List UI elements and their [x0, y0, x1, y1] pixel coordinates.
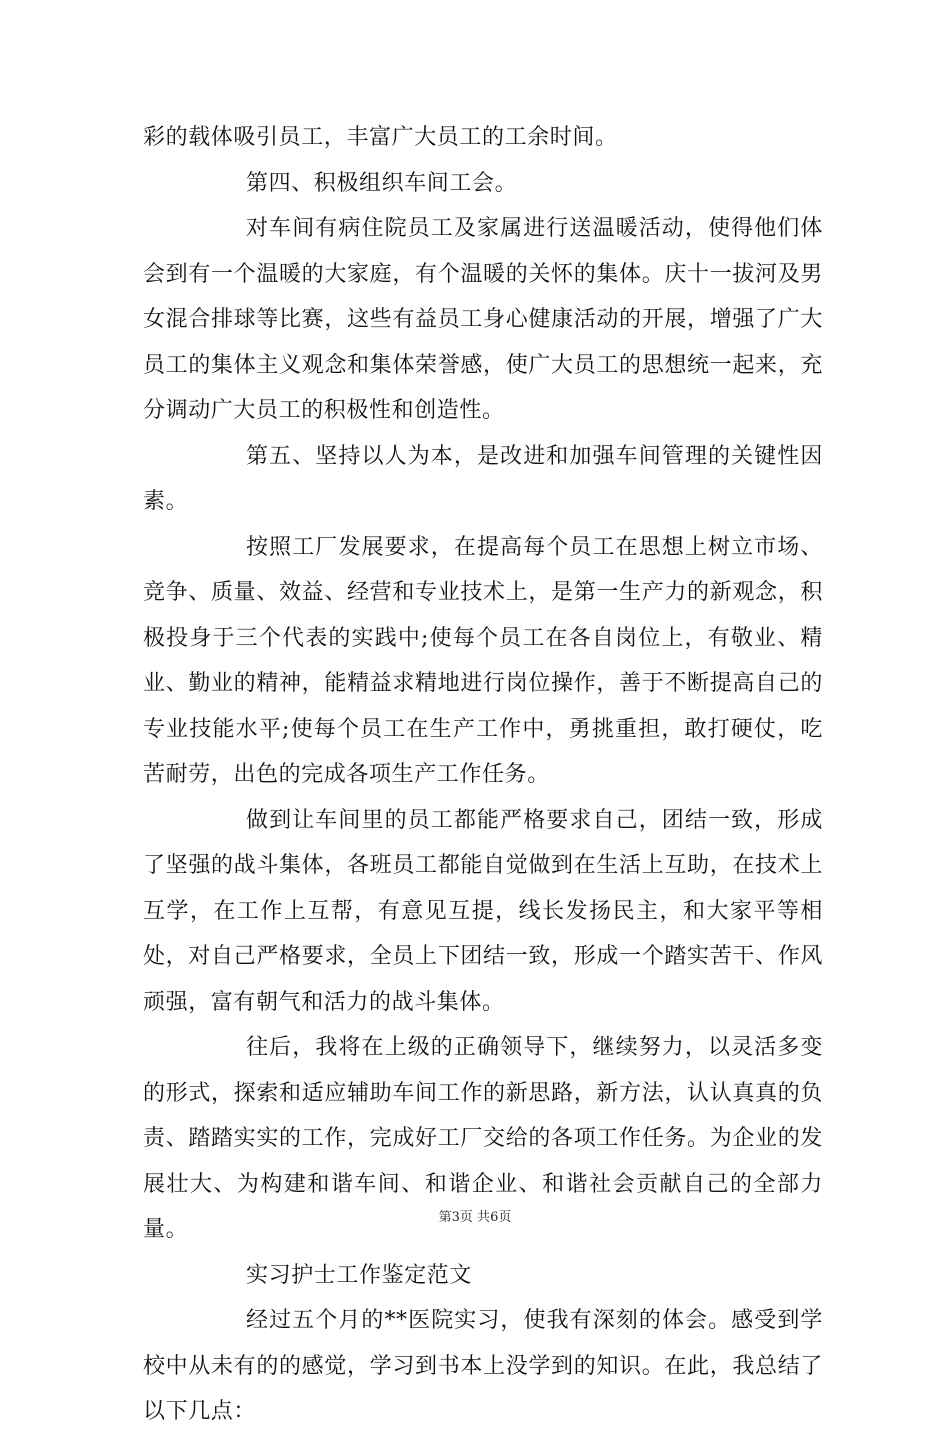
- footer-middle: 页 共: [459, 1210, 491, 1225]
- footer-prefix: 第: [438, 1210, 452, 1225]
- footer-current-page: 3: [451, 1210, 460, 1225]
- paragraph: 经过五个月的**医院实习，使我有深刻的体会。感受到学校中从未有的的感觉，学习到书本上没学到的知识。在此，我总结了以下几点：: [143, 1308, 823, 1424]
- section-heading: 第四、积极组织车间工会。: [246, 170, 518, 196]
- paragraph: 按照工厂发展要求，在提高每个员工在思想上树立市场、竞争、质量、效益、经营和专业技术上，是第一生产力的新观念，积极投身于三个代表的实践中;使每个员工在各自岗位上，有敬业、精业、勤业的精神，能精益求精地进行岗位操作，善于不断提高自己的专业技能水平;使每个员工在生产工作中，勇挑重担，敢打硬仗，吃苦耐劳，出色的完成各项生产工作任务。: [143, 534, 823, 787]
- article-title: 实习护士工作鉴定范文: [246, 1262, 473, 1288]
- paragraph: 往后，我将在上级的正确领导下，继续努力，以灵活多变的形式，探索和适应辅助车间工作的新思路，新方法，认认真真的负责、踏踏实实的工作，完成好工厂交给的各项工作任务。为企业的发展壮大、为构建和谐车间、和谐企业、和谐社会贡献自己的全部力量。: [143, 1035, 823, 1242]
- section-heading: 第五、坚持以人为本，是改进和加强车间管理的关键性因素。: [143, 443, 823, 514]
- paragraph: 对车间有病住院员工及家属进行送温暖活动，使得他们体会到有一个温暖的大家庭，有个温暖的关怀的集体。庆十一拔河及男女混合排球等比赛，这些有益员工身心健康活动的开展，增强了广大员工的集体主义观念和集体荣誉感，使广大员工的思想统一起来，充分调动广大员工的积极性和创造性。: [143, 216, 823, 423]
- document-body: [143, 115, 823, 1435]
- footer-suffix: 页: [498, 1210, 512, 1225]
- footer-total-pages: 6: [490, 1210, 499, 1225]
- page-footer: [0, 1206, 950, 1225]
- paragraph: 做到让车间里的员工都能严格要求自己，团结一致，形成了坚强的战斗集体，各班员工都能自觉做到在生活上互助，在技术上互学，在工作上互帮，有意见互提，线长发扬民主，和大家平等相处，对自己严格要求，全员上下团结一致，形成一个踏实苦干、作风顽强，富有朝气和活力的战斗集体。: [143, 807, 823, 1015]
- paragraph: 彩的载体吸引员工，丰富广大员工的工余时间。: [143, 125, 618, 150]
